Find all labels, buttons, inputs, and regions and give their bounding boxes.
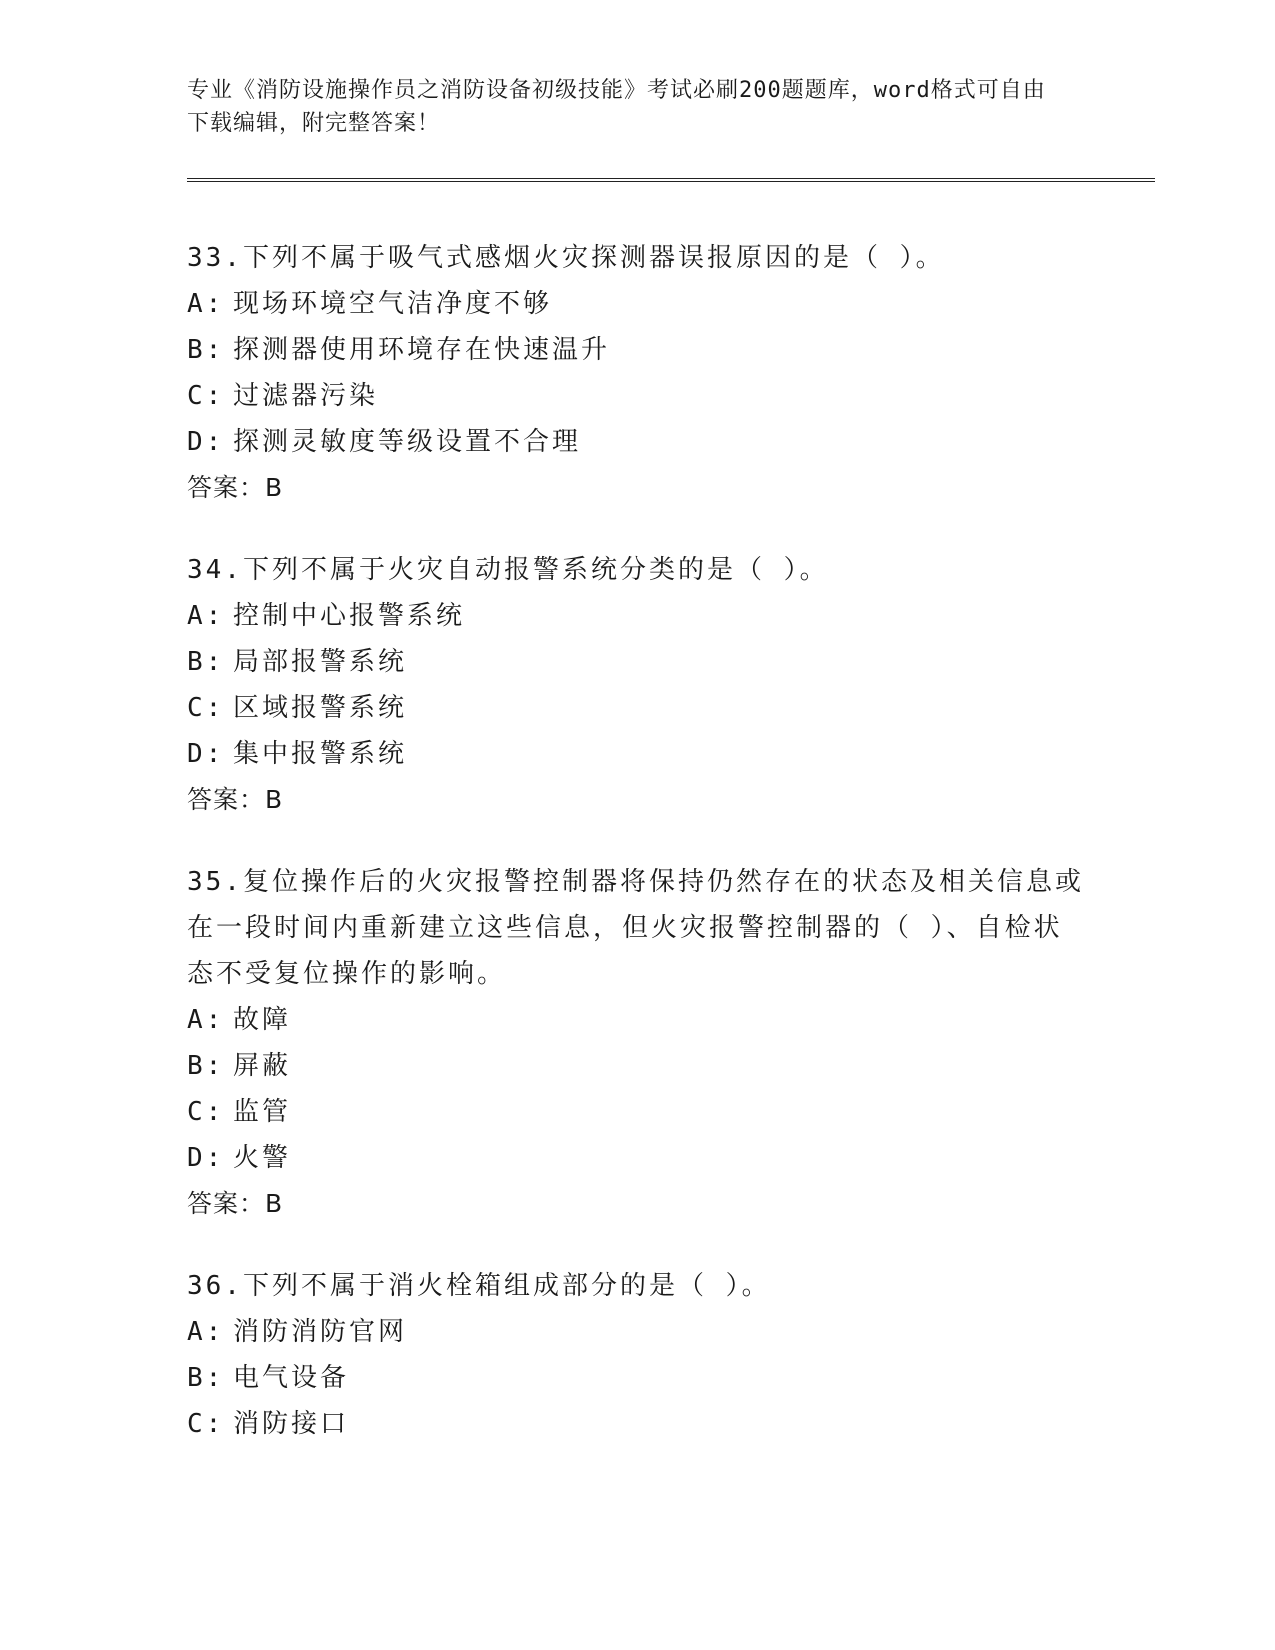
option-text: 消防消防官网 [233, 1317, 408, 1347]
option-c [187, 685, 1087, 731]
option-b [187, 1043, 1087, 1089]
option-b [187, 1355, 1087, 1401]
option-text: 屏蔽 [233, 1051, 292, 1081]
document-header: 专业《消防设施操作员之消防设备初级技能》考试必刷200题题库，word格式可自由下载编辑，附完整答案！ [187, 78, 1046, 136]
question-stem: 34.下列不属于火灾自动报警系统分类的是（ ）。 [187, 555, 829, 585]
option-a [187, 997, 1087, 1043]
option-letter: B: [187, 1051, 225, 1081]
option-text: 探测灵敏度等级设置不合理 [233, 427, 582, 457]
option-letter: B: [187, 647, 225, 677]
option-letter: C: [187, 1409, 225, 1439]
question-stem: 33.下列不属于吸气式感烟火灾探测器误报原因的是（ ）。 [187, 243, 945, 273]
option-letter: A: [187, 601, 225, 631]
option-text: 故障 [233, 1005, 292, 1035]
question-list [187, 235, 1087, 1483]
option-a [187, 593, 1087, 639]
option-text: 过滤器污染 [233, 381, 379, 411]
option-text: 控制中心报警系统 [233, 601, 466, 631]
option-text: 集中报警系统 [233, 739, 408, 769]
option-d [187, 1135, 1087, 1181]
answer-line: 答案：B [187, 473, 284, 502]
option-letter: A: [187, 289, 225, 319]
answer-line: 答案：B [187, 785, 284, 814]
question-stem: 36.下列不属于消火栓箱组成部分的是（ ）。 [187, 1271, 771, 1301]
option-text: 探测器使用环境存在快速温升 [233, 335, 611, 365]
option-a [187, 281, 1087, 327]
option-c [187, 1089, 1087, 1135]
option-a [187, 1309, 1087, 1355]
question-33 [187, 235, 1087, 511]
option-letter: A: [187, 1317, 225, 1347]
header-double-rule [187, 178, 1155, 182]
question-stem: 35.复位操作后的火灾报警控制器将保持仍然存在的状态及相关信息或在一段时间内重新建立这些信息，但火灾报警控制器的（ ）、自检状态不受复位操作的影响。 [187, 867, 1084, 989]
option-text: 区域报警系统 [233, 693, 408, 723]
option-letter: D: [187, 1143, 225, 1173]
answer-line: 答案：B [187, 1189, 284, 1218]
option-b [187, 327, 1087, 373]
option-letter: D: [187, 739, 225, 769]
option-text: 现场环境空气洁净度不够 [233, 289, 553, 319]
option-letter: A: [187, 1005, 225, 1035]
option-text: 局部报警系统 [233, 647, 408, 677]
option-text: 电气设备 [233, 1363, 350, 1393]
option-c [187, 1401, 1087, 1447]
option-letter: B: [187, 335, 225, 365]
question-35 [187, 859, 1087, 1227]
option-d [187, 731, 1087, 777]
option-c [187, 373, 1087, 419]
option-text: 监管 [233, 1097, 292, 1127]
option-letter: C: [187, 693, 225, 723]
question-36 [187, 1263, 1087, 1447]
option-text: 消防接口 [233, 1409, 350, 1439]
option-letter: D: [187, 427, 225, 457]
option-letter: B: [187, 1363, 225, 1393]
option-text: 火警 [233, 1143, 292, 1173]
option-d [187, 419, 1087, 465]
option-b [187, 639, 1087, 685]
option-letter: C: [187, 1097, 225, 1127]
question-34 [187, 547, 1087, 823]
option-letter: C: [187, 381, 225, 411]
